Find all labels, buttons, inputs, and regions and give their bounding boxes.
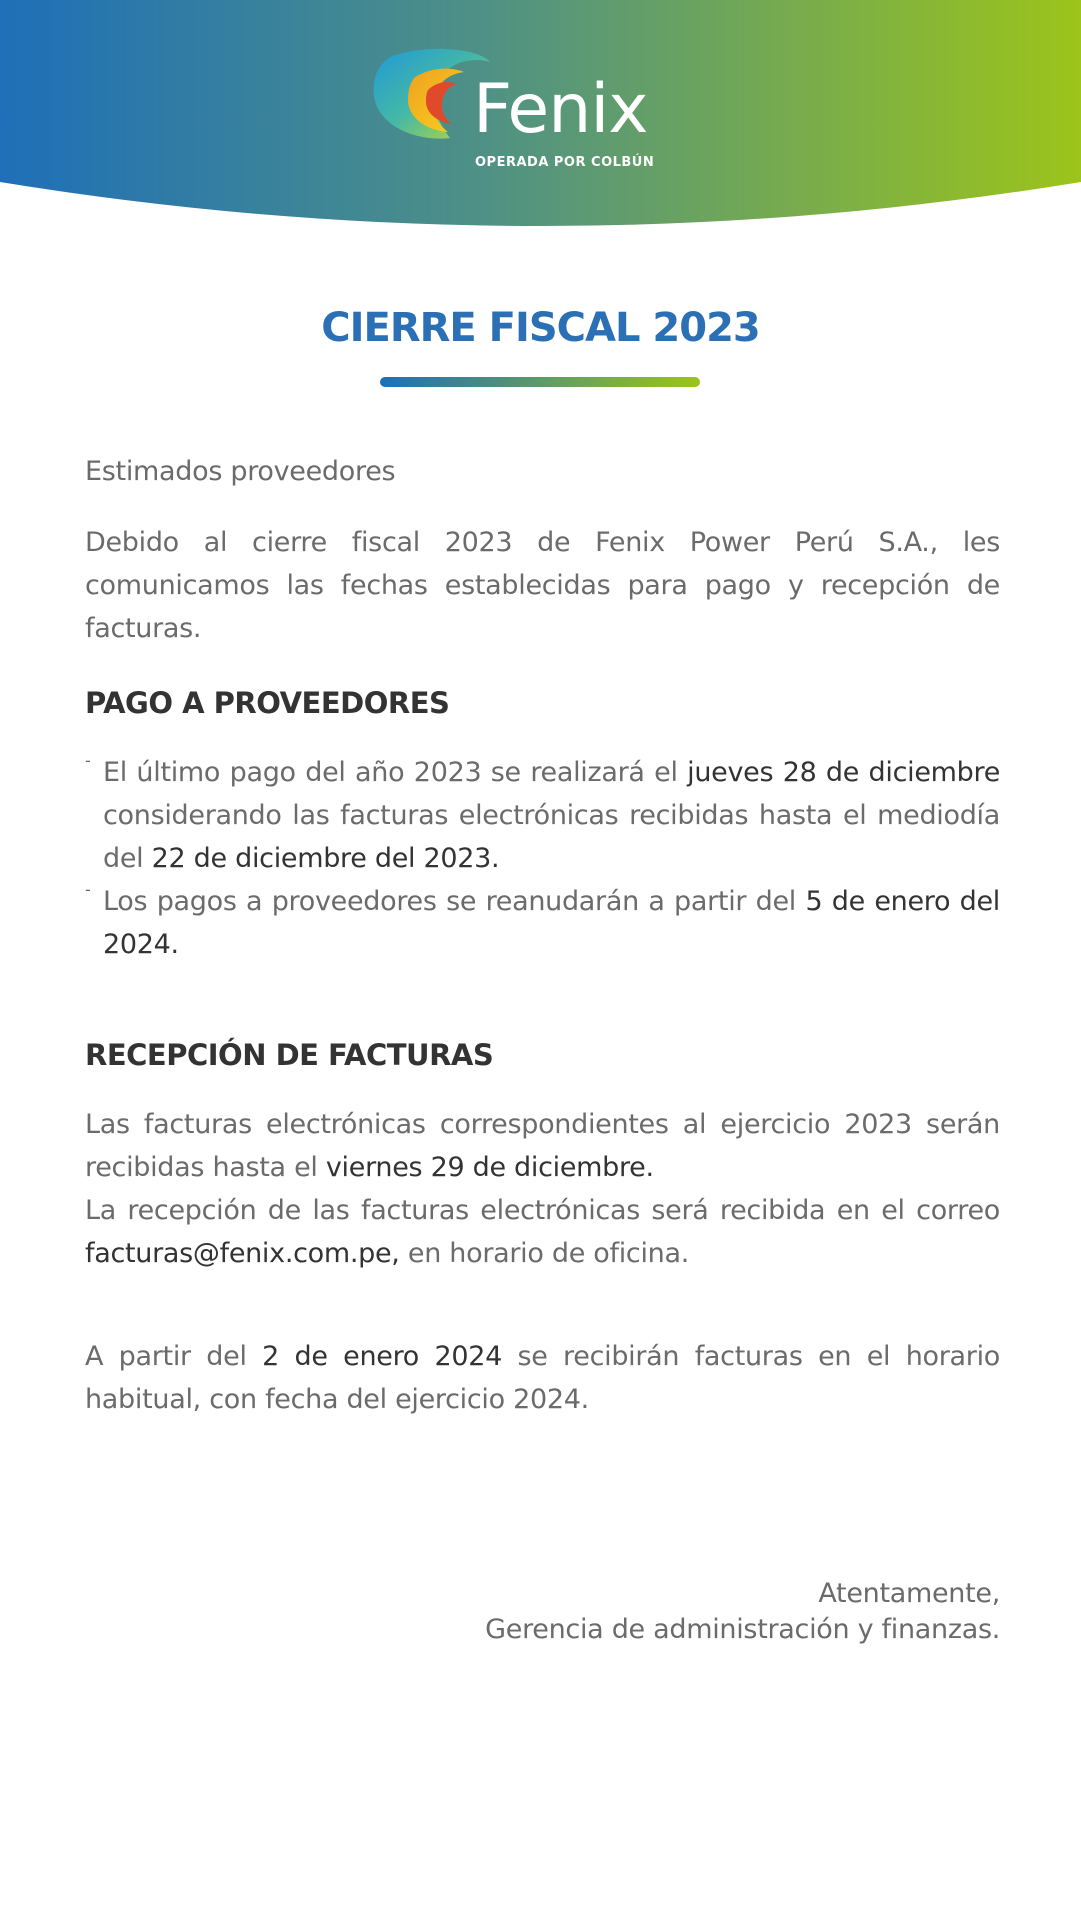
section-heading-pago: PAGO A PROVEEDORES xyxy=(85,686,450,720)
logo-tagline: OPERADA POR COLBÚN xyxy=(475,155,655,170)
list-item xyxy=(85,751,1000,880)
closing-signatory: Gerencia de administración y finanzas. xyxy=(485,1614,1000,1645)
list-item-text-part: Los pagos a proveedores se reanudarán a partir del xyxy=(103,886,806,917)
spacer xyxy=(85,966,1000,1034)
invoice-email: facturas@fenix.com.pe, xyxy=(85,1238,400,1269)
letter-body xyxy=(85,450,1000,1421)
paragraph-text: Las facturas electrónicas correspondientes al ejercicio 2023 serán recibidas hasta el xyxy=(85,1109,1000,1183)
greeting: Estimados proveedores xyxy=(85,456,396,487)
intro-paragraph: Debido al cierre fiscal 2023 de Fenix Power Perú S.A., les comunicamos las fechas establecidas para pago y recepción de facturas. xyxy=(85,527,1000,644)
highlight-date: jueves 28 de diciembre xyxy=(687,757,1000,788)
section-heading-recepcion: RECEPCIÓN DE FACTURAS xyxy=(85,1038,494,1072)
highlight-date: 5 de enero del 2024. xyxy=(103,886,1000,960)
recepcion-paragraph-email xyxy=(85,1189,1000,1275)
list-item-text xyxy=(103,751,1000,880)
paragraph-text: La recepción de las facturas electrónicas será recibida en el correo xyxy=(85,1195,1000,1226)
list-dash: - xyxy=(85,751,91,770)
list-item xyxy=(85,880,1000,966)
highlight-date: 22 de diciembre del 2023. xyxy=(151,843,500,874)
page-title: CIERRE FISCAL 2023 xyxy=(321,305,760,351)
list-item-text-part: considerando las facturas electrónicas recibidas hasta el mediodía del xyxy=(103,800,1000,874)
signature-block xyxy=(485,1576,1000,1648)
paragraph-text: en horario de oficina. xyxy=(399,1238,690,1269)
title-underline xyxy=(380,377,700,387)
list-item-text-part: El último pago del año 2023 se realizará el xyxy=(103,757,688,788)
paragraph-text: A partir del xyxy=(85,1341,263,1372)
logo-wordmark: Fenix xyxy=(473,70,648,149)
paragraph-text: se recibirán facturas en el horario habitual, con fecha del ejercicio 2024. xyxy=(85,1341,1000,1415)
recepcion-paragraph-2024 xyxy=(85,1335,1000,1421)
spacer xyxy=(85,1275,1000,1335)
list-dash: - xyxy=(85,880,91,899)
list-item-text xyxy=(103,880,1000,966)
fenix-logo xyxy=(368,48,668,178)
recepcion-paragraph-deadline xyxy=(85,1103,1000,1189)
closing-salutation: Atentamente, xyxy=(818,1578,1000,1609)
highlight-date: 2 de enero 2024 xyxy=(262,1341,503,1372)
highlight-date: viernes 29 de diciembre. xyxy=(325,1152,654,1183)
header-banner xyxy=(0,0,1081,240)
